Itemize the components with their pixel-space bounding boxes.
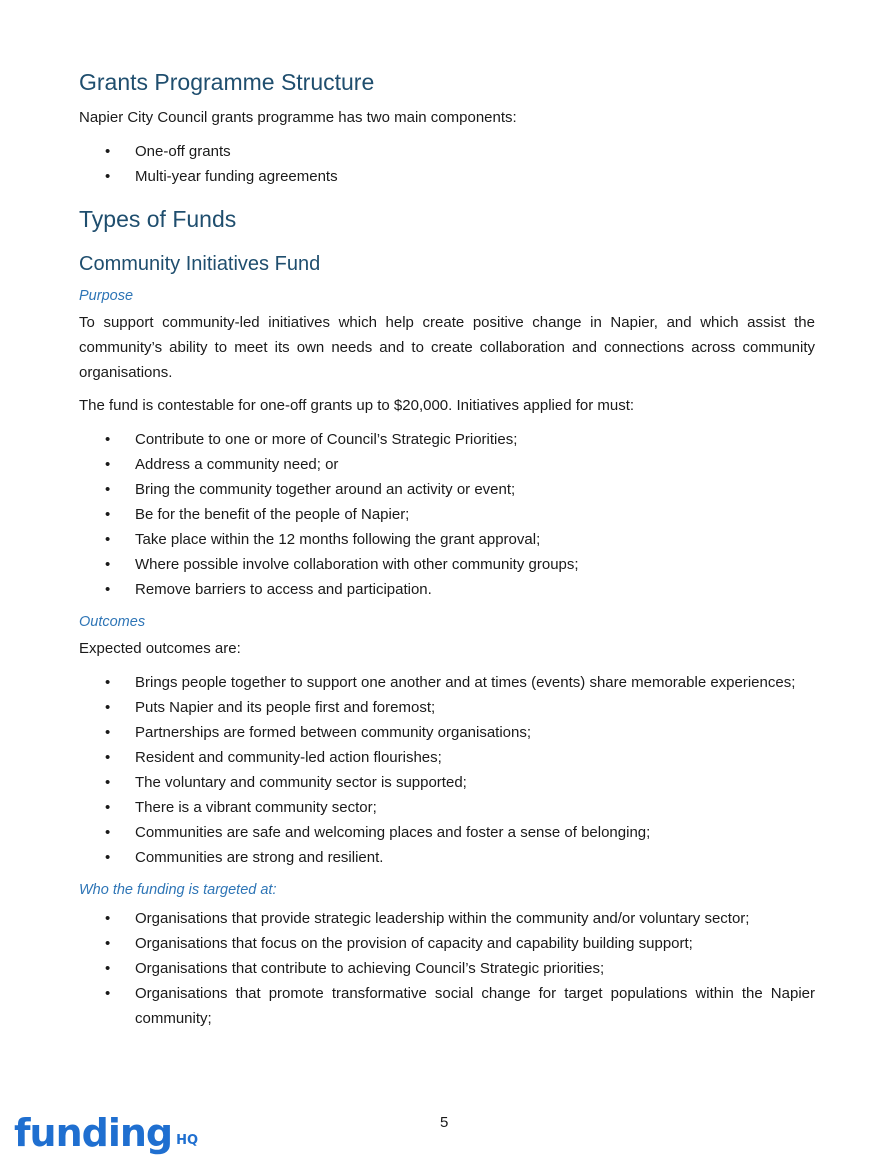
outcomes-label: Outcomes — [79, 614, 146, 630]
bullet-icon: • — [105, 168, 111, 185]
document-page — [79, 64, 815, 1031]
cif-heading: Community Initiatives Fund — [79, 253, 321, 275]
bullet-icon: • — [105, 935, 111, 952]
list-item: • The voluntary and community sector is supported; — [79, 770, 815, 795]
list-item: • One-off grants — [79, 139, 815, 164]
structure-intro: Napier City Council grants programme has two main components: — [79, 109, 517, 126]
bullet-icon: • — [105, 556, 111, 573]
list-item: • Partnerships are formed between community organisations; — [79, 720, 815, 745]
bullet-icon: • — [105, 699, 111, 716]
list-item: • Communities are strong and resilient. — [79, 845, 815, 870]
bullet-icon: • — [105, 531, 111, 548]
bullet-icon: • — [105, 824, 111, 841]
list-item: • Contribute to one or more of Council’s Strategic Priorities; — [79, 427, 815, 452]
list-item: • Where possible involve collaboration with other community groups; — [79, 552, 815, 577]
list-item: • Address a community need; or — [79, 452, 815, 477]
bullet-icon: • — [105, 799, 111, 816]
list-item: • Multi-year funding agreements — [79, 164, 815, 189]
bullet-icon: • — [105, 749, 111, 766]
purpose-text: To support community-led initiatives which help create positive change in Napier, and which assist the community’s ability to meet its own needs and to create collaboration and connections across community organisations. — [79, 314, 815, 381]
list-item: • Brings people together to support one another and at times (events) share memorable experiences; — [79, 670, 815, 695]
purpose-label: Purpose — [79, 288, 134, 304]
bullet-icon: • — [105, 674, 111, 691]
structure-heading: Grants Programme Structure — [79, 69, 375, 95]
list-item: • Take place within the 12 months following the grant approval; — [79, 527, 815, 552]
list-item: • Puts Napier and its people first and foremost; — [79, 695, 815, 720]
list-item: • Organisations that provide strategic leadership within the community and/or voluntary sector; — [79, 906, 815, 931]
bullet-icon: • — [105, 985, 111, 1002]
list-item: • Be for the benefit of the people of Napier; — [79, 502, 815, 527]
bullet-icon: • — [105, 481, 111, 498]
bullet-icon: • — [105, 960, 111, 977]
list-item: • Communities are safe and welcoming places and foster a sense of belonging; — [79, 820, 815, 845]
bullet-icon: • — [105, 506, 111, 523]
contestable-text: The fund is contestable for one-off grants up to $20,000. Initiatives applied for must: — [79, 397, 635, 414]
criteria-list — [79, 427, 815, 602]
bullet-icon: • — [105, 724, 111, 741]
bullet-icon: • — [105, 581, 111, 598]
list-item: • Resident and community-led action flourishes; — [79, 745, 815, 770]
list-item: • Remove barriers to access and participation. — [79, 577, 815, 602]
bullet-icon: • — [105, 143, 111, 160]
bullet-icon: • — [105, 431, 111, 448]
list-item: • Bring the community together around an activity or event; — [79, 477, 815, 502]
outcomes-list — [79, 670, 815, 870]
bullet-icon: • — [105, 910, 111, 927]
list-item: • Organisations that promote transformative social change for target populations within the Napier community; — [79, 981, 815, 1031]
types-heading: Types of Funds — [79, 206, 237, 232]
list-item: • Organisations that focus on the provision of capacity and capability building support; — [79, 931, 815, 956]
bullet-icon: • — [105, 774, 111, 791]
list-item: • Organisations that contribute to achieving Council’s Strategic priorities; — [79, 956, 815, 981]
bullet-icon: • — [105, 456, 111, 473]
structure-list — [79, 139, 815, 189]
list-item: • There is a vibrant community sector; — [79, 795, 815, 820]
page-number: 5 — [440, 1114, 449, 1131]
target-label: Who the funding is targeted at: — [79, 882, 277, 898]
fundinghq-logo: funding $^{HQ}$ — [14, 1111, 199, 1155]
outcomes-intro: Expected outcomes are: — [79, 640, 241, 657]
bullet-icon: • — [105, 849, 111, 866]
targets-list — [79, 906, 815, 1031]
